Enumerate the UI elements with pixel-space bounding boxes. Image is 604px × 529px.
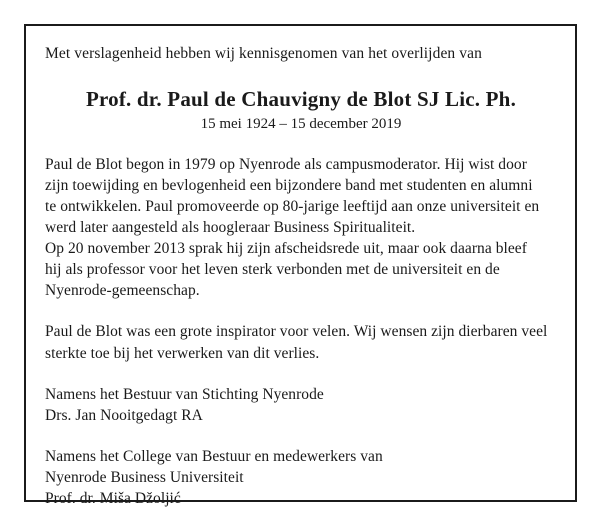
text-line: Prof. dr. Miša Džoljić <box>45 489 181 507</box>
paragraph-tribute <box>45 321 557 363</box>
text-line: Paul de Blot was een grote inspirator voor velen. Wij wensen zijn dierbaren veel <box>45 323 548 341</box>
text-line: Namens het Bestuur van Stichting Nyenrode <box>45 385 324 403</box>
text-line: te ontwikkelen. Paul promoveerde op 80-jarige leeftijd aan onze universiteit en <box>45 198 540 216</box>
obituary-notice-frame <box>24 24 577 507</box>
deceased-name: Prof. dr. Paul de Chauvigny de Blot SJ Lic. Ph. <box>85 86 517 111</box>
signature-block-stichting <box>45 384 557 426</box>
text-line: Nyenrode-gemeenschap. <box>45 282 200 300</box>
text-line: sterkte toe bij het verwerken van dit verlies. <box>45 344 320 362</box>
text-line: werd later aangesteld als hoogleraar Business Spiritualiteit. <box>45 219 416 237</box>
paragraph-main <box>45 154 557 302</box>
life-dates: 15 mei 1924 – 15 december 2019 <box>200 115 402 132</box>
text-line: Drs. Jan Nooitgedagt RA <box>45 406 203 424</box>
notice-content <box>26 26 575 519</box>
text-line: Op 20 november 2013 sprak hij zijn afscheidsrede uit, maar ook daarna bleef <box>45 240 527 258</box>
text-line: Namens het College van Bestuur en medewerkers van <box>45 447 383 465</box>
text-line: Paul de Blot begon in 1979 op Nyenrode als campusmoderator. Hij wist door <box>45 155 527 173</box>
text-line: zijn toewijding en bevlogenheid een bijzondere band met studenten en alumni <box>45 177 533 194</box>
signature-block-college <box>45 446 557 509</box>
text-line: hij als professor voor het leven sterk verbonden met de universiteit en de <box>45 261 500 279</box>
text-line: Nyenrode Business Universiteit <box>45 468 244 486</box>
intro-statement: Met verslagenheid hebben wij kennisgenomen van het overlijden van <box>45 45 482 62</box>
